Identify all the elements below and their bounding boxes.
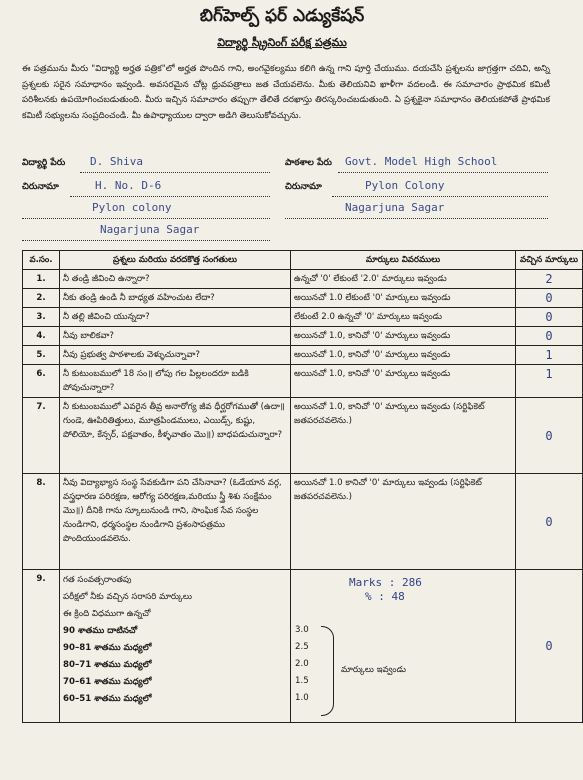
table-row [23,346,583,365]
row-number: 1. [23,270,60,289]
row-marks-details: అయినచో 1.0, కానిచో '0' మార్కులు ఇవ్వండు [291,365,516,398]
grade-question-text [63,572,192,708]
area-label: చిరునామా [285,182,322,192]
table-row [23,398,583,474]
grade-band: 70–61 శాతము మధ్యలో [63,677,152,687]
row-marks-details: అయినచో 1.0, కానిచో '0' మార్కులు ఇవ్వండు [291,327,516,346]
address-value-4[interactable]: Nagarjuna Sagar [100,223,200,236]
table-row [23,270,583,289]
grade-question-line: గత సంవత్సరాంతపు [63,575,132,585]
school-label: పాఠశాల పేరు [285,158,332,168]
row-number: 6. [23,365,60,398]
table-row [23,327,583,346]
row-number: 5. [23,346,60,365]
address-value-3[interactable]: Nagarjuna Sagar [345,201,445,214]
row-score[interactable]: 1 [516,346,583,365]
row-marks-details: అయినచో 1.0 లేకుంటే '0' మార్కులు ఇవ్వండు [291,289,516,308]
area-value[interactable]: Pylon Colony [365,179,445,192]
grade-band: 60–51 శాతము మధ్యలో [63,694,152,704]
row-score[interactable]: 0 [516,289,583,308]
row-question: నీవు ప్రభుత్వ పాఠశాలకు వెళ్ళుచున్నావా? [60,346,291,365]
row-marks-details: ఉన్నచో '0' లేకుంటే '2.0' మార్కులు ఇవ్వండు [291,270,516,289]
row-question: నీ కుటుంబములో ఎవరైన తీవ్ర అనారోగ్య జీవ ధీర్ఘరోగముతో (ఉదా॥ గుండె, ఊపిరితిత్తులు, మూత్రపిండములు, ఎయిడ్స్, కుష్టు, పోలియో, కేన్సర్, పక్షవాతం, కీళ్ళవాతం మొ॥) బాధపడుచున్నారా? [60,398,291,474]
row-number: 8. [23,474,60,570]
form-title: బిగ్‌హెల్ప్ ఫర్ ఎడ్యుకేషన్ [199,6,365,26]
table-header-row [23,251,583,270]
row-question: నీ తల్లి జీవించి యున్నదా? [60,308,291,327]
grade-band: 90 శాతము దాటినచో [63,626,138,636]
row-number: 9. [23,570,60,723]
grade-band: 90–81 శాతము మధ్యలో [63,643,152,653]
col-header-score: వచ్చిన మార్కులు [516,251,583,270]
table-row-grades [23,570,583,723]
table-row [23,308,583,327]
row-number: 2. [23,289,60,308]
row-score[interactable]: 2 [516,270,583,289]
form-subtitle: విద్యార్థి స్క్రీనింగ్ పరీక్ష పత్రము [217,36,347,49]
row-score[interactable]: 0 [516,570,583,723]
row-marks-details-grades [291,570,516,723]
address-value-1[interactable]: H. No. D-6 [95,179,162,192]
row-score[interactable]: 0 [516,474,583,570]
table-row [23,289,583,308]
row-question: నీకు తండ్రి ఉండి నీ బాధ్యత వహించుట లేదా? [60,289,291,308]
row-number: 4. [23,327,60,346]
grade-value: 2.5 [295,642,309,652]
student-name-label: విద్యార్థి పేరు [22,158,66,168]
row-marks-details: అయినచో 1.0 కానిచో '0' మార్కులు ఇవ్వండు (సర్టిఫికెట్ జతపరచవలెను.) [291,474,516,570]
row-score[interactable]: 0 [516,327,583,346]
row-marks-details: లేకుంటే 2.0 ఉన్నచో '0' మార్కులు ఇవ్వండు [291,308,516,327]
row-score[interactable]: 1 [516,365,583,398]
grade-value: 2.0 [295,659,309,669]
grade-question-line: పరీక్షలో నీకు వచ్చిన సరాసరి మార్కులు [63,592,192,602]
row-score[interactable]: 0 [516,398,583,474]
row-question: నీ తండ్రి జీవించి ఉన్నారా? [60,270,291,289]
address-value-2[interactable]: Pylon colony [92,201,172,214]
address-label: చిరునామా [22,182,59,192]
instructions-paragraph: ఈ పత్రమును మీరు "విద్యార్థి అర్హత పత్రిక"లో అర్హత పొందిన గాని, అంగవైకల్యము కలిగి ఉన్న గాని పూర్తి చేయుము. దయచేసి ప్రశ్నలను జాగ్రత్తగా చదివి, అన్ని ప్రశ్నలకు సరైన సమాధానం ఇవ్వండి. అవసరమైన చోట్ల ధ్రువపత్రాలు జత చేయవలెను. మీకు తెలియనివి ఖాళీగా వదలండి. ఈ సమాచారం ప్రాథమిక కమిటీ పరిశీలనకు ఉపయోగించబడుతుంది. మీరు ఇచ్చిన సమాచారం తప్పుగా తేలితే దరఖాస్తు తిరస్కరించబడుతుంది. ఏ ప్రశ్నకైనా సమాధానం తెలియకపోతే ప్రాథమిక కమిటీ సభ్యులను సంప్రదించండి. మీ ఉపాధ్యాయుల ద్వారా అడిగి తెలుసుకోవచ్చును. [22,64,550,121]
screening-table [22,250,583,723]
grade-values [295,622,309,707]
school-value[interactable]: Govt. Model High School [345,155,498,168]
col-header-number: వ.సం. [23,251,60,270]
row-question: నీవు విద్యాభ్యాస సంస్థ సేవకుడిగా పని చేసినావా? (ఓడేయాన వర్గ, వస్త్రధారణ పరిరక్షణ, ఆరోగ్య పరిరక్షణ,మరియు స్త్రీ శిశు సంక్షేమం మొ॥) దీనికి గాను స్కూలునుండి గాని, సాంఘిక సేవ సంస్థల నుండిగాని, ధర్మసంస్థల నుండిగాని ప్రశంసాపత్రము పొందియుండవలెను. [60,474,291,570]
row-question: నీవు బాలికవా? [60,327,291,346]
grade-value: 1.0 [295,693,309,703]
grade-value: 3.0 [295,625,309,635]
row-question-grades [60,570,291,723]
grade-value: 1.5 [295,676,309,686]
row-marks-details: అయినచో 1.0, కానిచో '0' మార్కులు ఇవ్వండు [291,346,516,365]
row-marks-details: అయినచో 1.0, కానిచో '0' మార్కులు ఇవ్వండు (సర్టిఫికెట్ జతపరచవలెను.) [291,398,516,474]
grade-band: 80–71 శాతము మధ్యలో [63,660,152,670]
handwritten-marks: Marks : 286 [349,576,422,589]
curly-brace-icon [321,626,334,716]
table-row [23,365,583,398]
brace-label: మార్కులు ఇవ్వండు [341,665,406,675]
grade-question-line: ఈ క్రింది విధముగా ఉన్నచో [63,609,151,619]
row-score[interactable]: 0 [516,308,583,327]
handwritten-percent: % : 48 [365,590,405,603]
row-question: నీ కుటుంబములో 18 సం॥ లోపు గల పిల్లలందరూ బడికి పోవుచున్నారా? [60,365,291,398]
student-name-value[interactable]: D. Shiva [90,155,143,168]
table-row [23,474,583,570]
row-number: 7. [23,398,60,474]
col-header-question: ప్రశ్నలు మరియు వరదకొత్త సంగతులు [60,251,291,270]
col-header-marks-details: మార్కులు వివరములు [291,251,516,270]
row-number: 3. [23,308,60,327]
